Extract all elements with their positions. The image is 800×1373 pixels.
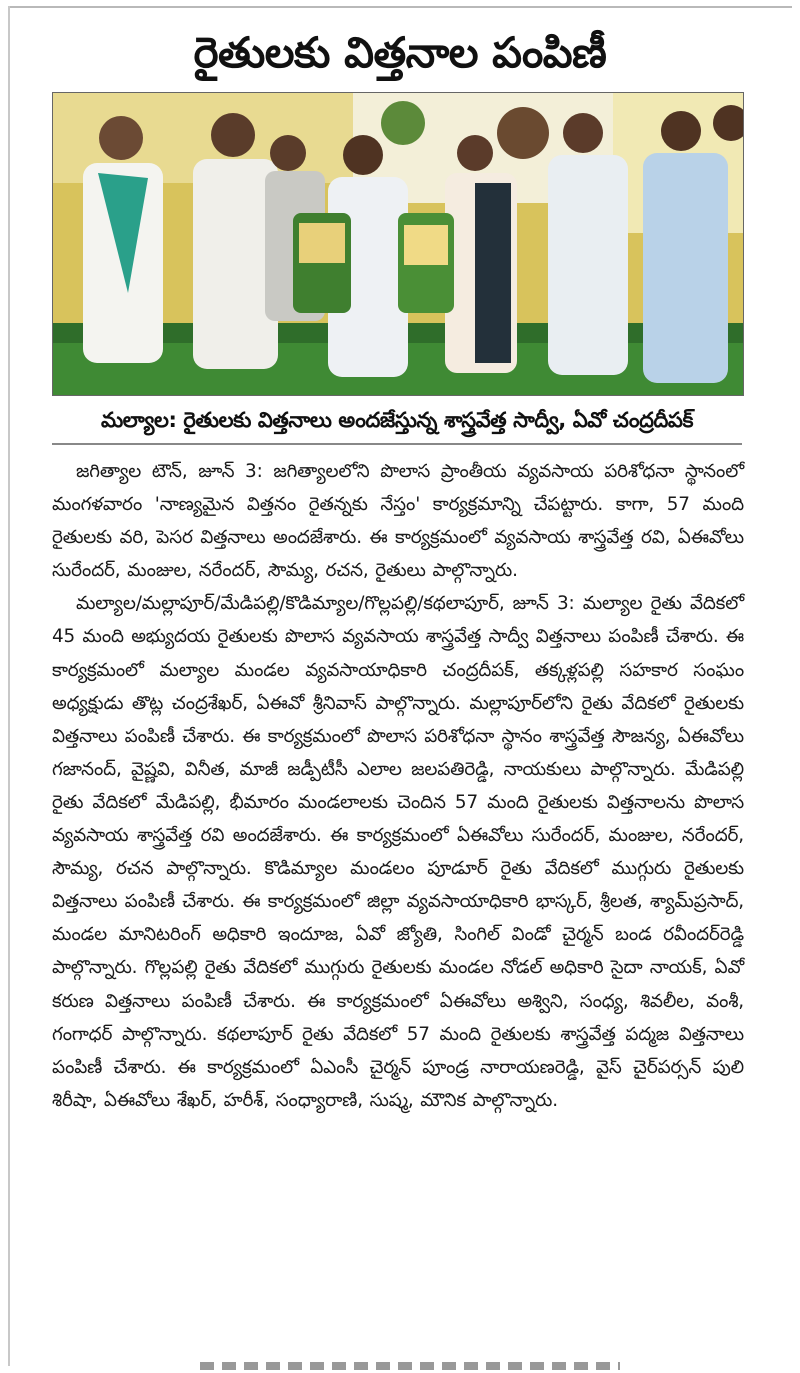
clipping-edge <box>200 1362 620 1370</box>
photo-caption: మల్యాల: రైతులకు విత్తనాలు అందజేస్తున్న శాస్త్రవేత్త సాద్వీ, ఏవో చంద్రదీపక్ <box>100 408 694 432</box>
left-divider <box>8 6 10 1366</box>
caption-divider <box>52 443 742 445</box>
article-paragraph: జగిత్యాల టౌన్‌, జూన్‌ 3: జగిత్యాలలోని పొలాస ప్రాంతీయ వ్యవసాయ పరిశోధనా స్థానంలో మంగళవారం 'నాణ్యమైన విత్తనం రైతన్నకు నేస్తం' కార్యక్రమాన్ని చేపట్టారు. కాగా, 57 మంది రైతులకు వరి, పెసర విత్తనాలు అందజేశారు. ఈ కార్యక్రమంలో వ్యవసాయ శాస్త్రవేత్త రవి, ఏఈవోలు సురేందర్‌, మంజుల, నరేందర్‌, సౌమ్య, రచన, రైతులు పాల్గొన్నారు. <box>52 461 744 582</box>
group-photo-icon <box>53 93 743 395</box>
top-divider <box>8 6 792 8</box>
news-photo <box>52 92 744 396</box>
article-paragraph: మల్యాల/మల్లాపూర్‌/మేడిపల్లి/కొడిమ్యాల/గొల్లపల్లి/కథలాపూర్‌, జూన్‌ 3: మల్యాల రైతు వేదికలో 45 మంది అభ్యుదయ రైతులకు పొలాస వ్యవసాయ శాస్త్రవేత్త సాద్వీ విత్తనాలు పంపిణీ చేశారు. ఈ కార్యక్రమంలో మల్యాల మండల వ్యవసాయాధికారి చంద్రదీపక్‌, తక్కళ్లపల్లి సహకార సంఘం అధ్యక్షుడు తొట్ల చంద్రశేఖర్‌, ఏఈవో శ్రీనివాస్‌ పాల్గొన్నారు. మల్లాపూర్‌లోని రైతు వేదికలో రైతులకు విత్తనాలు పంపిణీ చేశారు. ఈ కార్యక్రమంలో పొలాస పరిశోధనా స్థానం శాస్త్రవేత్త సౌజన్య, ఏఈవోలు గజానంద్‌, వైష్ణవి, వినీత, మాజీ జడ్పీటీసీ ఎలాల జలపతిరెడ్డి, నాయకులు పాల్గొన్నారు. మేడిపల్లి రైతు వేదికలో మేడిపల్లి, భీమారం మండలాలకు చెందిన 57 మంది రైతులకు విత్తనాలను పొలాస వ్యవసాయ శాస్త్రవేత్త రవి అందజేశారు. ఈ కార్యక్రమంలో ఏఈవోలు సురేందర్‌, మంజుల, నరేందర్‌, సౌమ్య, రచన పాల్గొన్నారు. కొడిమ్యాల మండలం పూడూర్‌ రైతు వేదికలో ముగ్గురు రైతులకు విత్తనాలు పంపిణీ చేశారు. ఈ కార్యక్రమంలో జిల్లా వ్యవసాయాధికారి భాస్కర్‌, శ్రీలత, శ్యామ్‌ప్రసాద్‌, మండల మానిటరింగ్‌ అధికారి ఇందూజ, ఏవో జ్యోతి, సింగిల్‌ విండో చైర్మన్‌ బండ రవీందర్‌రెడ్డి పాల్గొన్నారు. గొల్లపల్లి రైతు వేదికలో ముగ్గురు రైతులకు మండల నోడల్‌ అధికారి సైదా నాయక్‌, ఏవో కరుణ విత్తనాలు పంపిణీ చేశారు. ఈ కార్యక్రమంలో ఏఈవోలు అశ్విని, సంధ్య, శివలీల, వంశీ, గంగాధర్‌ పాల్గొన్నారు. కథలాపూర్‌ రైతు వేదికలో 57 మంది రైతులకు శాస్త్రవేత్త పద్మజ విత్తనాలు పంపిణీ చేశారు. ఈ కార్యక్రమంలో ఏఎంసీ చైర్మన్‌ పూండ్ర నారాయణరెడ్డి, వైస్‌ చైర్‌పర్సన్‌ పులి శిరీషా, ఏఈవోలు శేఖర్‌, హరీశ్‌, సంధ్యారాణి, సుష్మ, మౌనిక పాల్గొన్నారు. <box>52 593 744 1111</box>
article-body <box>52 455 744 1117</box>
headline: రైతులకు విత్తనాల పంపిణీ <box>193 28 607 77</box>
